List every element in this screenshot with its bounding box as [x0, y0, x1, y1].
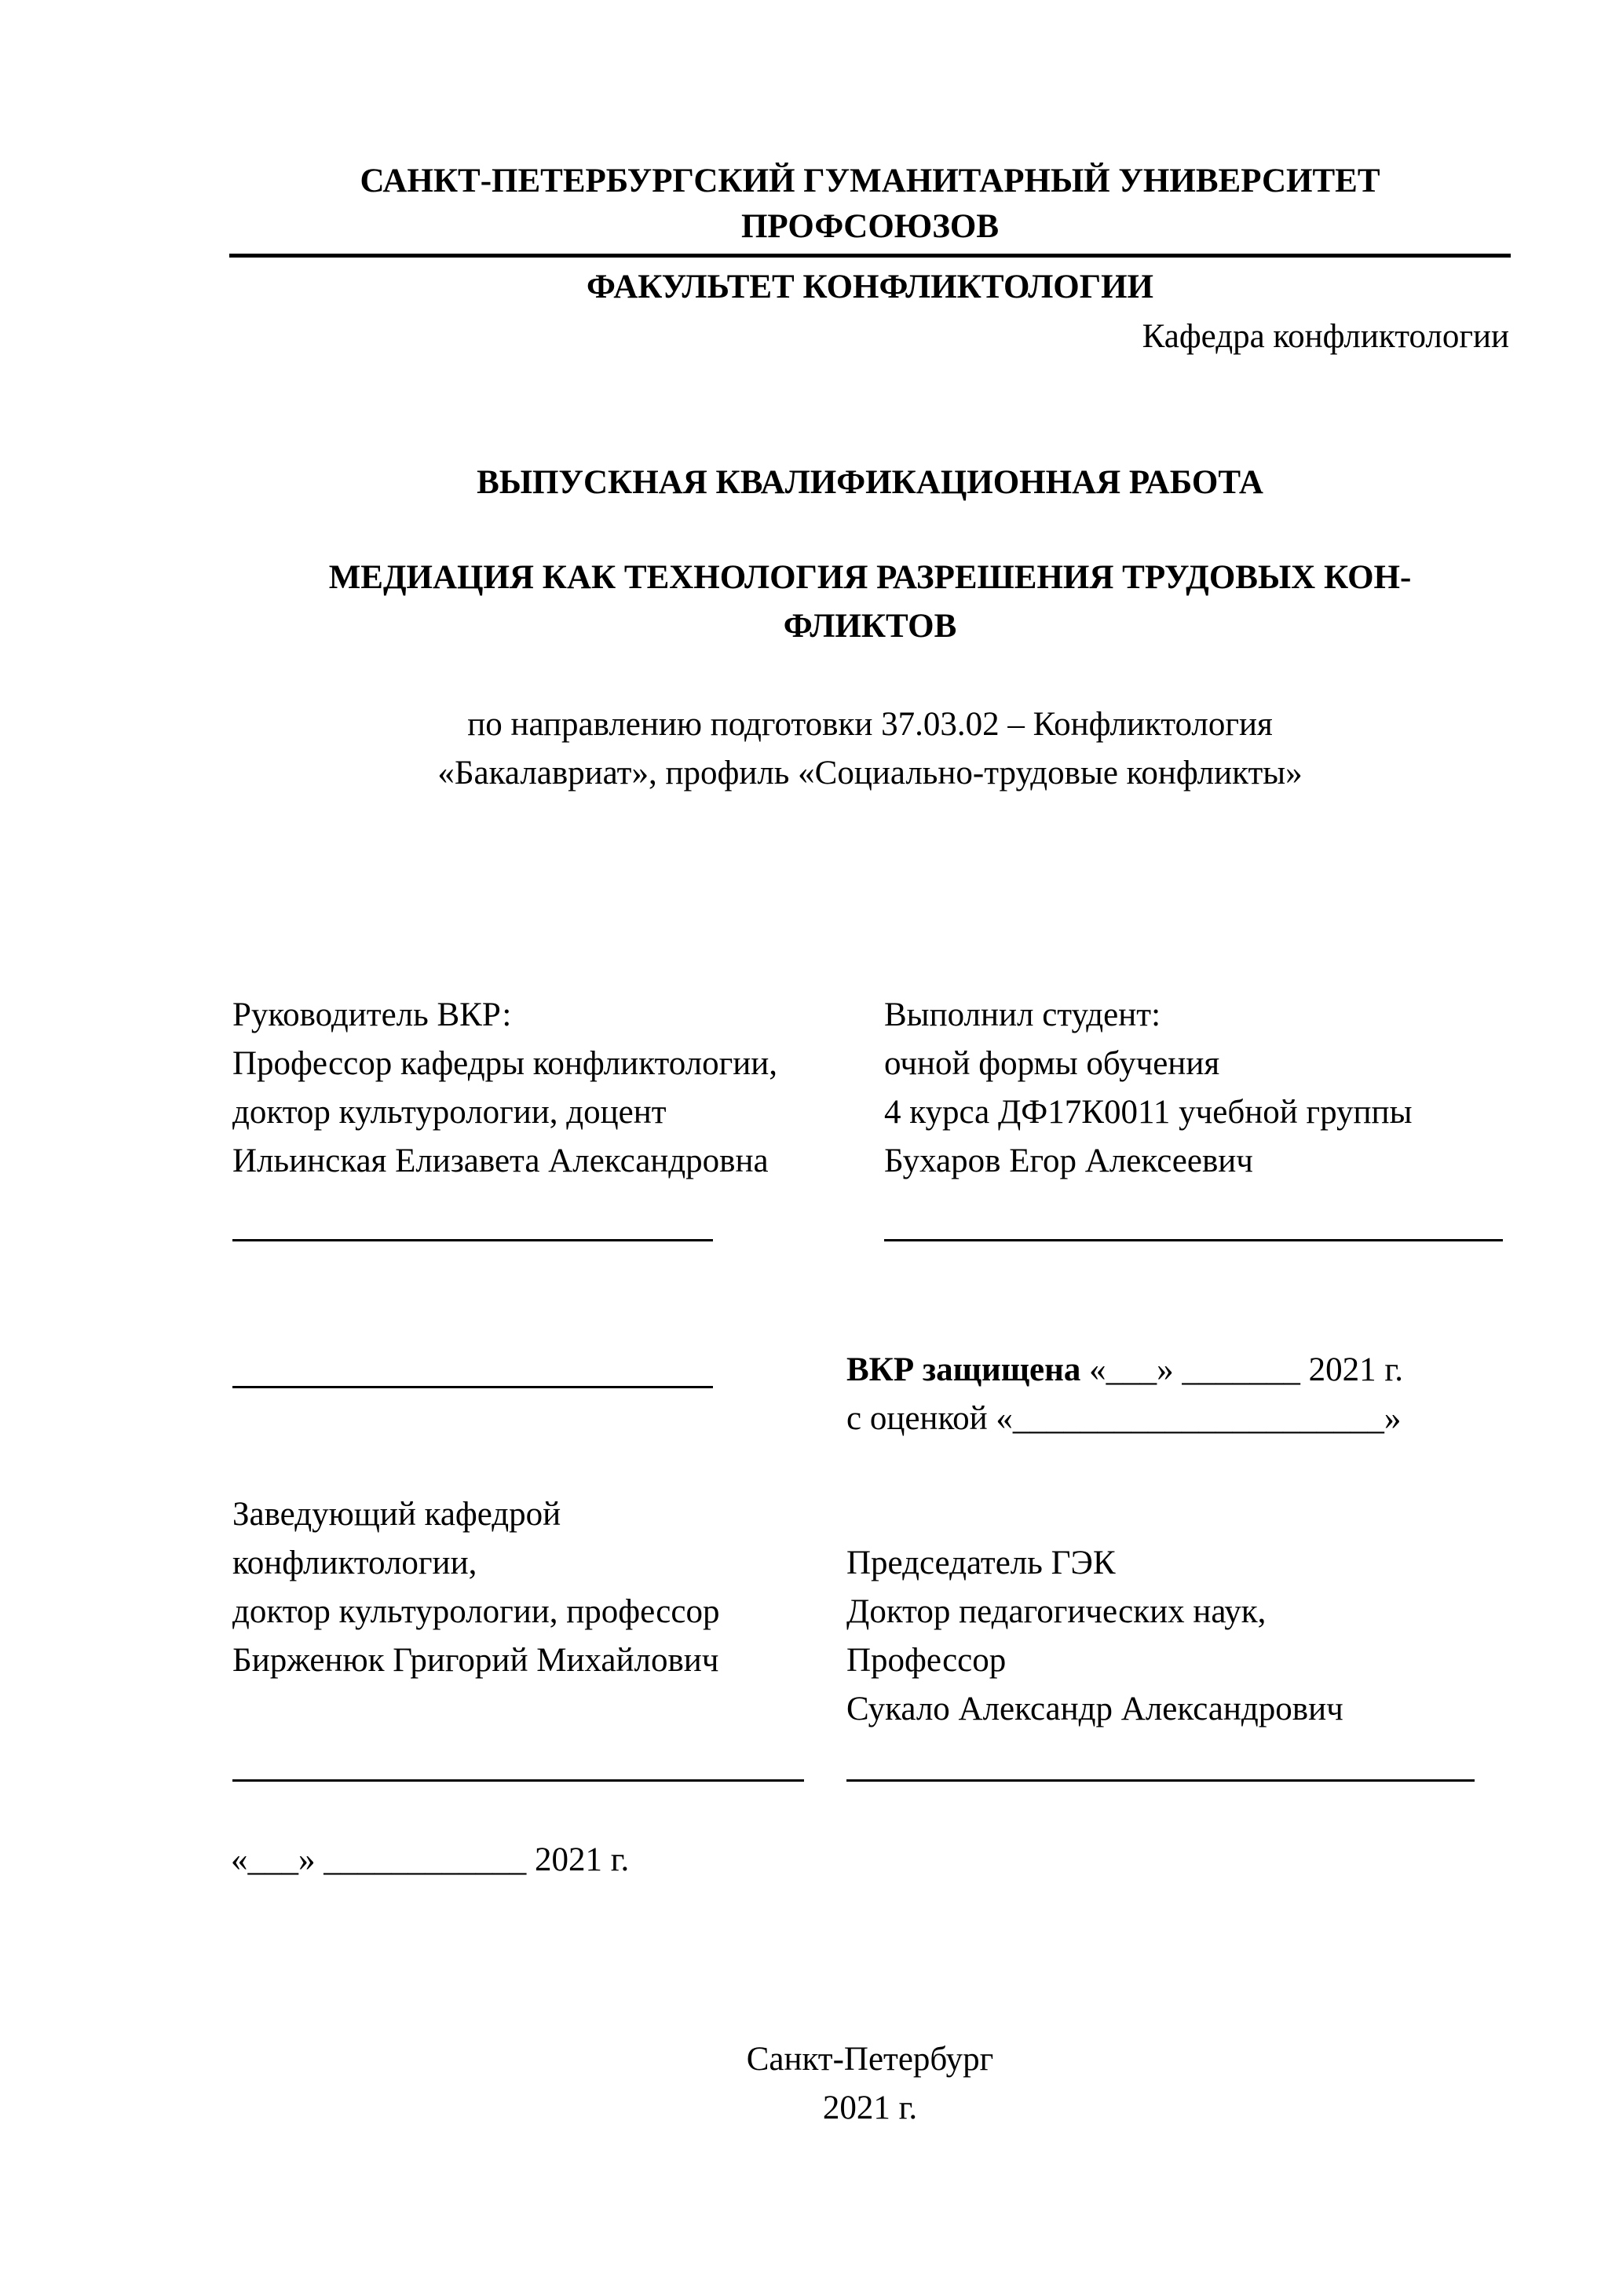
chairman-label: Председатель ГЭК — [846, 1545, 1116, 1581]
defense-label: ВКР защищена — [846, 1351, 1081, 1388]
chairman-degree: Доктор педагогических наук, — [846, 1593, 1267, 1630]
defense-date: «___» _______ 2021 г. — [1080, 1351, 1403, 1388]
supervisor-label: Руководитель ВКР: — [232, 996, 512, 1033]
chairman-name: Сукало Александр Александрович — [846, 1691, 1343, 1727]
footer-city: Санкт-Петербург — [746, 2041, 994, 2078]
header-divider — [229, 254, 1511, 258]
department-name: Кафедра конфликтологии — [1142, 318, 1509, 355]
university-name-line2: ПРОФСОЮЗОВ — [740, 208, 1000, 245]
student-signature-line — [884, 1239, 1503, 1241]
footer-year: 2021 г. — [822, 2089, 918, 2126]
supervisor-signature-line — [232, 1239, 713, 1241]
work-type: ВЫПУСКНАЯ КВАЛИФИКАЦИОННАЯ РАБОТА — [477, 464, 1263, 501]
chairman-signature-line — [846, 1779, 1475, 1782]
defense-grade: с оценкой «______________________» — [846, 1400, 1402, 1437]
signature-line-left — [232, 1386, 713, 1388]
head-title-line2: конфликтологии, — [232, 1545, 477, 1581]
defense-date-line — [846, 1346, 1403, 1395]
approval-date: «___» ____________ 2021 г. — [231, 1841, 630, 1878]
head-title-line1: Заведующий кафедрой — [232, 1496, 561, 1533]
direction-line2: «Бакалавриат», профиль «Социально-трудовые конфликты» — [437, 755, 1303, 792]
student-label: Выполнил студент: — [884, 996, 1161, 1033]
topic-line1: МЕДИАЦИЯ КАК ТЕХНОЛОГИЯ РАЗРЕШЕНИЯ ТРУДОВЫХ КОН- — [328, 559, 1412, 596]
student-group: 4 курса ДФ17К0011 учебной группы — [884, 1094, 1413, 1131]
head-name: Бирженюк Григорий Михайлович — [232, 1642, 719, 1679]
head-signature-line — [232, 1779, 804, 1782]
direction-line1: по направлению подготовки 37.03.02 – Конфликтология — [467, 706, 1273, 743]
student-name: Бухаров Егор Алексеевич — [884, 1143, 1253, 1179]
student-form: очной формы обучения — [884, 1045, 1220, 1082]
head-degree: доктор культурологии, профессор — [232, 1593, 720, 1630]
supervisor-position: Профессор кафедры конфликтологии, — [232, 1045, 778, 1082]
chairman-title: Профессор — [846, 1642, 1007, 1679]
supervisor-name: Ильинская Елизавета Александровна — [232, 1143, 769, 1179]
topic-line2: ФЛИКТОВ — [783, 608, 957, 645]
faculty-name: ФАКУЛЬТЕТ КОНФЛИКТОЛОГИИ — [586, 269, 1154, 305]
supervisor-degree: доктор культурологии, доцент — [232, 1094, 667, 1131]
university-name-line1: САНКТ-ПЕТЕРБУРГСКИЙ ГУМАНИТАРНЫЙ УНИВЕРСИТЕТ — [360, 163, 1380, 199]
